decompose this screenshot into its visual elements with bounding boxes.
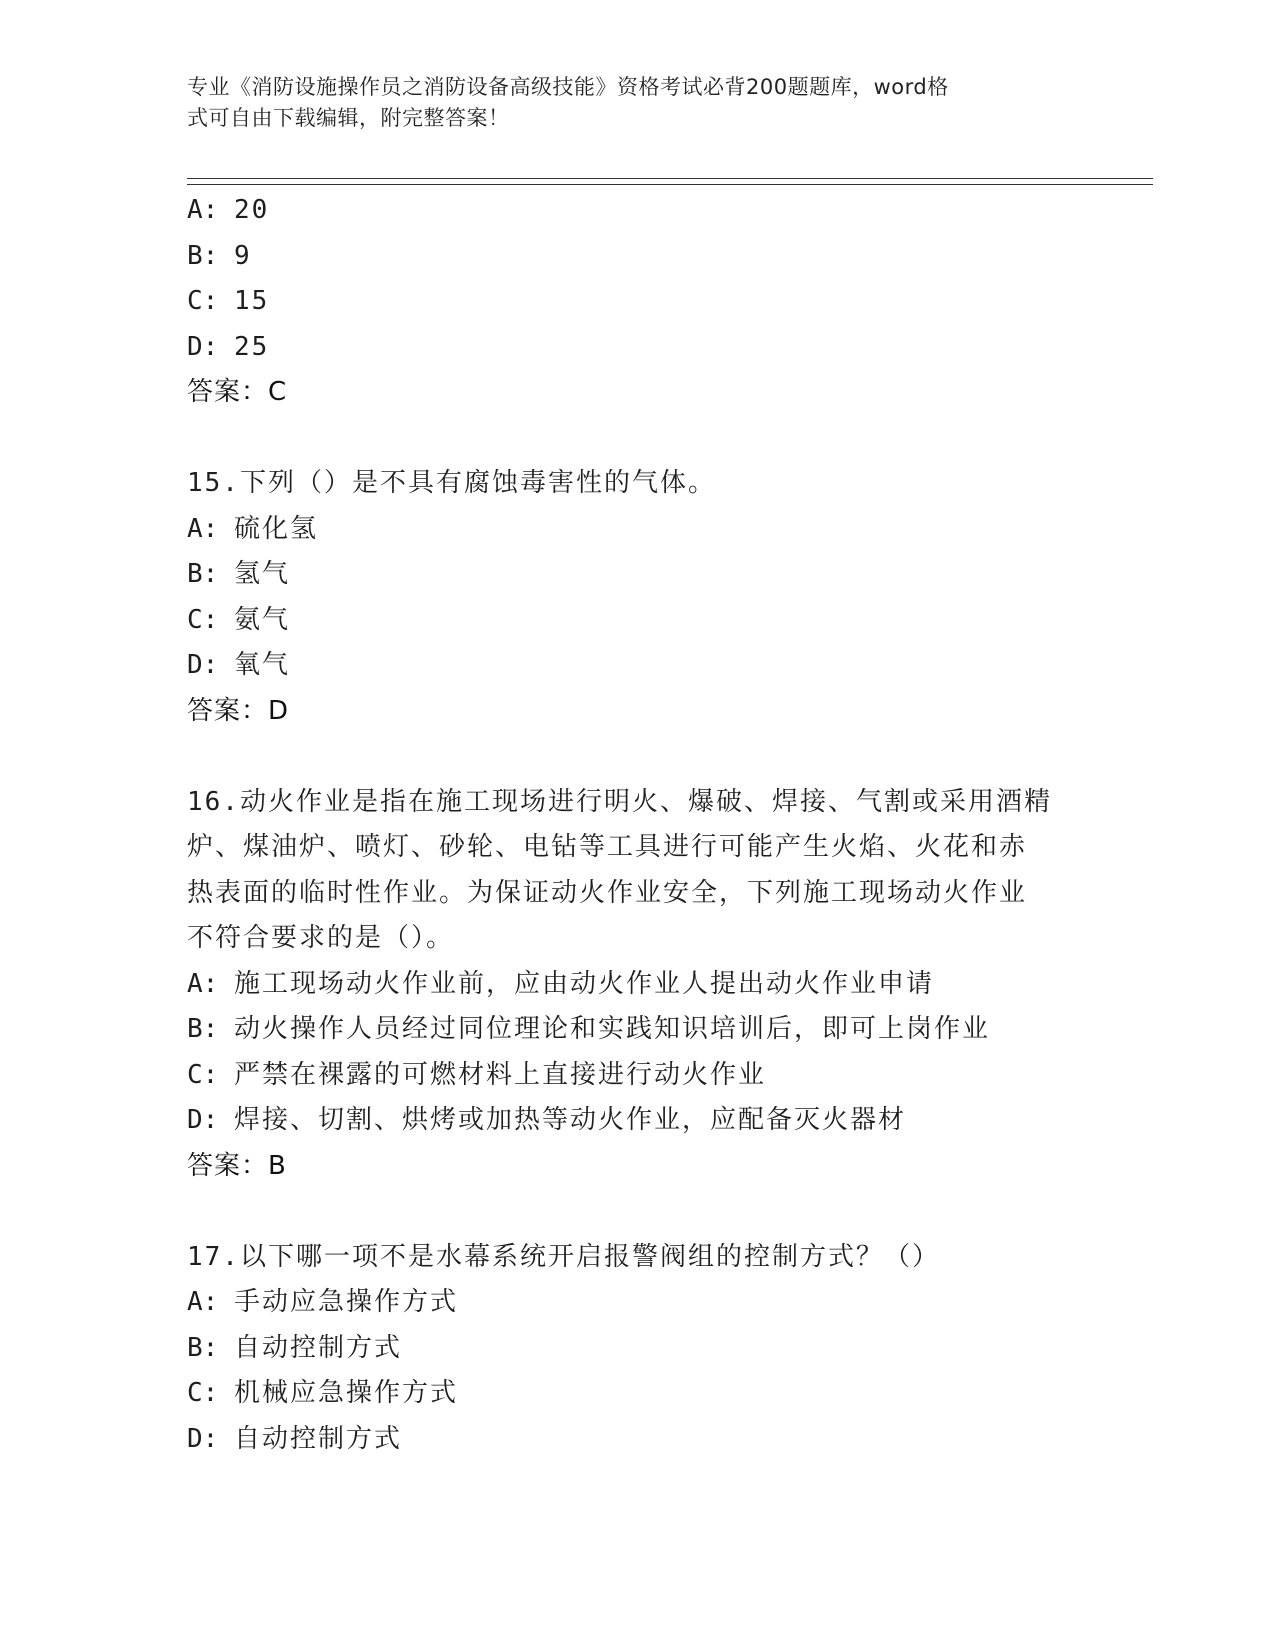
option-label: D: bbox=[187, 1423, 234, 1454]
header-line-1: 专业《消防设施操作员之消防设备高级技能》资格考试必背200题题库，word格 bbox=[187, 75, 949, 99]
option-label: D: bbox=[187, 650, 234, 680]
option-a bbox=[187, 1280, 1087, 1326]
option-text: 机械应急操作方式 bbox=[233, 1378, 458, 1408]
question-list bbox=[187, 188, 1087, 1462]
option-label: B: bbox=[187, 559, 234, 589]
document-header bbox=[187, 72, 1067, 134]
option-c bbox=[187, 598, 1087, 644]
question-16 bbox=[187, 780, 1087, 1190]
header-line-2: 式可自由下载编辑，附完整答案！ bbox=[187, 106, 510, 130]
question-text: 17.以下哪一项不是水幕系统开启报警阀组的控制方式？（） bbox=[187, 1241, 940, 1272]
option-label: B: bbox=[187, 1332, 234, 1363]
option-label: C: bbox=[187, 1059, 234, 1090]
option-label: C: bbox=[187, 604, 234, 635]
option-label: D: bbox=[187, 1105, 234, 1135]
option-label: A: bbox=[187, 513, 234, 544]
option-label: C: bbox=[187, 286, 234, 316]
option-c bbox=[187, 279, 1087, 325]
option-text: 9 bbox=[233, 240, 252, 271]
option-text: 硫化氢 bbox=[233, 513, 318, 544]
option-text: 氢气 bbox=[233, 559, 290, 589]
option-b bbox=[187, 1326, 1087, 1372]
option-d bbox=[187, 1417, 1087, 1463]
option-a bbox=[187, 962, 1087, 1008]
answer: 答案：D bbox=[187, 695, 290, 726]
question-text-line: 16.动火作业是指在施工现场进行明火、爆破、焊接、气割或采用酒精 bbox=[187, 786, 1052, 817]
option-text: 自动控制方式 bbox=[233, 1332, 402, 1363]
header-rule-bottom bbox=[187, 184, 1153, 185]
option-label: A: bbox=[187, 195, 234, 225]
option-text: 严禁在裸露的可燃材料上直接进行动火作业 bbox=[233, 1059, 766, 1090]
option-d bbox=[187, 1098, 1087, 1144]
option-label: B: bbox=[187, 1014, 234, 1044]
option-a bbox=[187, 188, 1087, 234]
option-text: 氧气 bbox=[233, 650, 290, 680]
option-text: 动火操作人员经过同位理论和实践知识培训后，即可上岗作业 bbox=[233, 1014, 990, 1044]
question-text-line: 不符合要求的是（）。 bbox=[187, 923, 455, 953]
option-text: 手动应急操作方式 bbox=[233, 1287, 458, 1317]
option-text: 15 bbox=[233, 286, 270, 316]
option-b bbox=[187, 1007, 1087, 1053]
option-text: 氨气 bbox=[233, 604, 290, 635]
answer: 答案：C bbox=[187, 377, 288, 407]
question-text-line: 热表面的临时性作业。为保证动火作业安全，下列施工现场动火作业 bbox=[187, 877, 1028, 908]
option-text: 自动控制方式 bbox=[233, 1423, 402, 1454]
option-label: B: bbox=[187, 240, 234, 271]
question-text-line: 炉、煤油炉、喷灯、砂轮、电钻等工具进行可能产生火焰、火花和赤 bbox=[187, 832, 1028, 862]
option-label: A: bbox=[187, 1287, 234, 1317]
option-text: 焊接、切割、烘烤或加热等动火作业，应配备灭火器材 bbox=[233, 1105, 906, 1135]
question-15 bbox=[187, 461, 1087, 734]
option-c bbox=[187, 1053, 1087, 1099]
option-label: D: bbox=[187, 331, 234, 362]
option-label: C: bbox=[187, 1378, 234, 1408]
spacer bbox=[187, 1189, 1087, 1235]
option-label: A: bbox=[187, 968, 234, 999]
spacer bbox=[187, 734, 1087, 780]
option-text: 25 bbox=[233, 331, 270, 362]
question-14 bbox=[187, 188, 1087, 416]
option-d bbox=[187, 325, 1087, 371]
option-text: 施工现场动火作业前，应由动火作业人提出动火作业申请 bbox=[233, 968, 934, 999]
option-c bbox=[187, 1371, 1087, 1417]
option-text: 20 bbox=[233, 195, 270, 225]
option-d bbox=[187, 643, 1087, 689]
spacer bbox=[187, 416, 1087, 462]
option-b bbox=[187, 552, 1087, 598]
answer: 答案：B bbox=[187, 1150, 287, 1181]
question-text: 15.下列（）是不具有腐蚀毒害性的气体。 bbox=[187, 468, 716, 498]
question-17 bbox=[187, 1235, 1087, 1463]
option-b bbox=[187, 234, 1087, 280]
option-a bbox=[187, 507, 1087, 553]
header-rule-top bbox=[187, 178, 1153, 179]
